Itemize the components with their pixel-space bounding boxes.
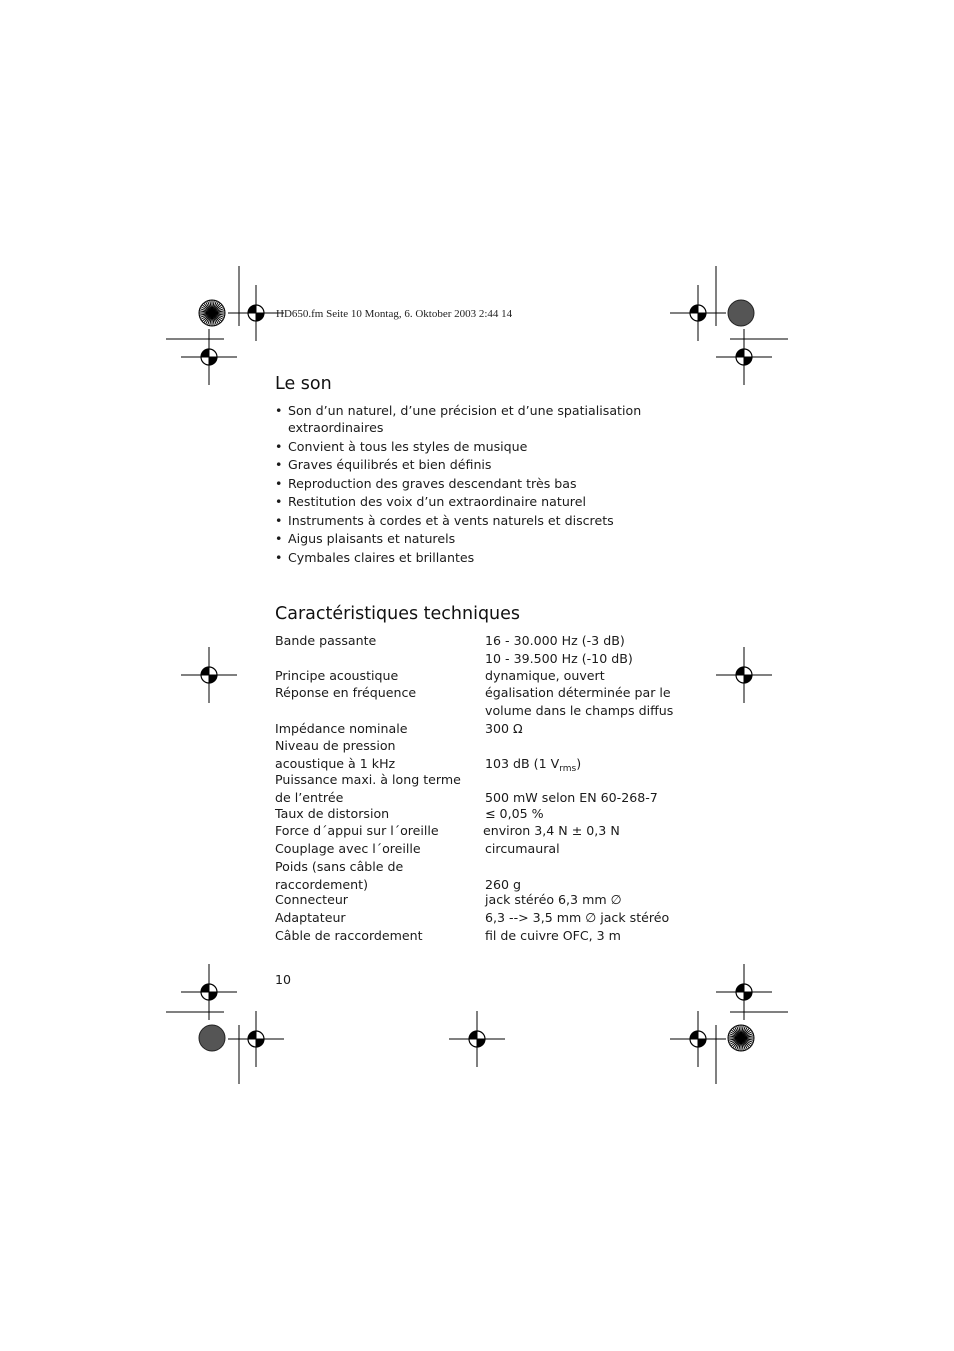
spec-value [485,840,560,858]
registration-target-q1 [209,992,217,1000]
spec-value [485,891,622,909]
grey-patch [199,1025,225,1051]
spec-label-line: Poids (sans câble de [275,859,404,874]
spec-value [485,858,521,893]
spec-label [275,771,461,806]
registration-target-q2 [248,1031,256,1039]
registration-target-q1 [256,313,264,321]
registration-target-q1 [698,1039,706,1047]
registration-target-q1 [698,313,706,321]
spec-label [275,632,376,650]
feature-item [275,475,695,492]
registration-target-q2 [736,349,744,357]
page-number: 10 [275,972,292,987]
spec-value [485,684,673,719]
spec-value-line: circumaural [485,841,560,856]
spec-label [275,822,439,840]
registration-target-q1 [744,675,752,683]
spec-label-line: Principe acoustique [275,668,399,683]
registration-target-q2 [201,349,209,357]
spec-value-line: 6,3 --> 3,5 mm ∅ jack stéréo [485,910,670,925]
spec-value-line: volume dans le champs diffus [485,702,674,718]
spec-label [275,667,398,685]
spec-value [485,737,581,772]
bullet-glyph: • [275,438,283,454]
feature-item [275,493,695,510]
spec-value-line: égalisation déterminée par le [485,685,671,700]
registration-target-q2 [736,984,744,992]
spec-value [485,927,621,945]
feature-item-text: Graves équilibrés et bien définis [288,457,492,472]
spec-value-line [485,771,658,789]
feature-item [275,530,695,547]
spec-label-line: Adaptateur [275,910,346,925]
feature-item [275,549,695,566]
spec-value [485,632,633,667]
spec-value-line: fil de cuivre OFC, 3 m [485,928,621,943]
registration-target-q2 [201,667,209,675]
feature-item-text: Instruments à cordes et à vents naturels et discrets [288,512,614,528]
spec-label [275,891,348,909]
feature-item [275,456,695,473]
spec-value-line: 500 mW selon EN 60-268-7 [485,789,658,805]
spec-label [275,927,423,945]
file-slug-header: HD650.fm Seite 10 Montag, 6. Oktober 2003 2:44 14 [276,308,513,320]
spec-label-line: Couplage avec l´oreille [275,841,421,856]
feature-item-text: Convient à tous les styles de musique [288,438,528,454]
spec-label [275,737,396,772]
spec-value-line: environ 3,4 N ± 0,3 N [483,823,620,838]
spec-label [275,909,346,927]
spec-label [275,720,408,738]
spec-value-line: 300 Ω [485,721,523,736]
registration-target-q2 [736,667,744,675]
spec-value-line: dynamique, ouvert [485,668,605,683]
spec-value [483,822,620,840]
spec-value-line: 260 g [485,876,522,892]
spec-label-line: Connecteur [275,892,348,907]
feature-item-text: Restitution des voix d’un extraordinaire naturel [288,494,586,509]
spec-label-line: Bande passante [275,633,377,648]
spec-label [275,840,421,858]
spec-label-line: Force d´appui sur l´oreille [275,823,439,838]
spec-value-line: jack stéréo 6,3 mm ∅ [485,892,622,907]
feature-item-text: extraordinaires [288,420,384,435]
spec-label-line: Impédance nominale [275,721,408,736]
spec-value-line [485,737,581,755]
bullet-glyph: • [275,494,283,509]
spec-value [485,720,523,738]
spec-value-line: 10 - 39.500 Hz (-10 dB) [485,650,633,666]
registration-target-q2 [201,984,209,992]
feature-item [275,402,695,436]
feature-item [275,438,695,455]
registration-target-q1 [209,357,217,365]
spec-label-line: acoustique à 1 kHz [275,755,396,771]
spec-value [485,667,605,685]
section-title-caracteristiques: Caractéristiques techniques [275,604,521,624]
registration-target-q1 [744,992,752,1000]
registration-target-q1 [256,1039,264,1047]
registration-target-q1 [744,357,752,365]
registration-target-q2 [469,1031,477,1039]
section-title-le-son: Le son [275,374,332,394]
spec-label [275,684,416,702]
bullet-glyph: • [275,549,283,565]
bullet-glyph: • [275,475,283,491]
feature-list [275,402,695,567]
bullet-glyph: • [275,403,283,418]
spec-value-line [485,858,521,876]
feature-item-text: Aigus plaisants et naturels [288,531,456,546]
spec-label-line: Niveau de pression [275,738,396,753]
spec-label-line: Taux de distorsion [275,806,390,821]
unit-subscript: rms [559,763,577,774]
spec-label [275,805,389,823]
spec-label-line: raccordement) [275,876,368,892]
bullet-glyph: • [275,512,283,528]
feature-item [275,512,695,529]
grey-patch [728,300,754,326]
spec-label-line: Puissance maxi. à long terme [275,772,461,787]
bullet-glyph: • [275,457,283,472]
spec-value [485,805,544,823]
feature-item-text: Cymbales claires et brillantes [288,549,475,565]
bullet-glyph: • [275,531,283,546]
spec-value-line: 16 - 30.000 Hz (-3 dB) [485,633,625,648]
spec-value [485,909,669,927]
spec-label-line: Réponse en fréquence [275,685,417,700]
registration-target-q1 [477,1039,485,1047]
spec-value [485,771,658,806]
spec-label [275,858,403,893]
spec-value-line: 103 dB (1 $V_{rms}$) [485,755,582,774]
registration-target-q2 [690,1031,698,1039]
spec-label-line: Câble de raccordement [275,928,423,943]
spec-value-line: ≤ 0,05 % [485,806,544,821]
registration-target-q2 [690,305,698,313]
registration-target-q1 [209,675,217,683]
feature-item-text: Son d’un naturel, d’une précision et d’une spatialisation [288,403,642,418]
registration-target-q2 [248,305,256,313]
feature-item-text: Reproduction des graves descendant très bas [288,475,577,491]
spec-label-line: de l’entrée [275,789,344,805]
